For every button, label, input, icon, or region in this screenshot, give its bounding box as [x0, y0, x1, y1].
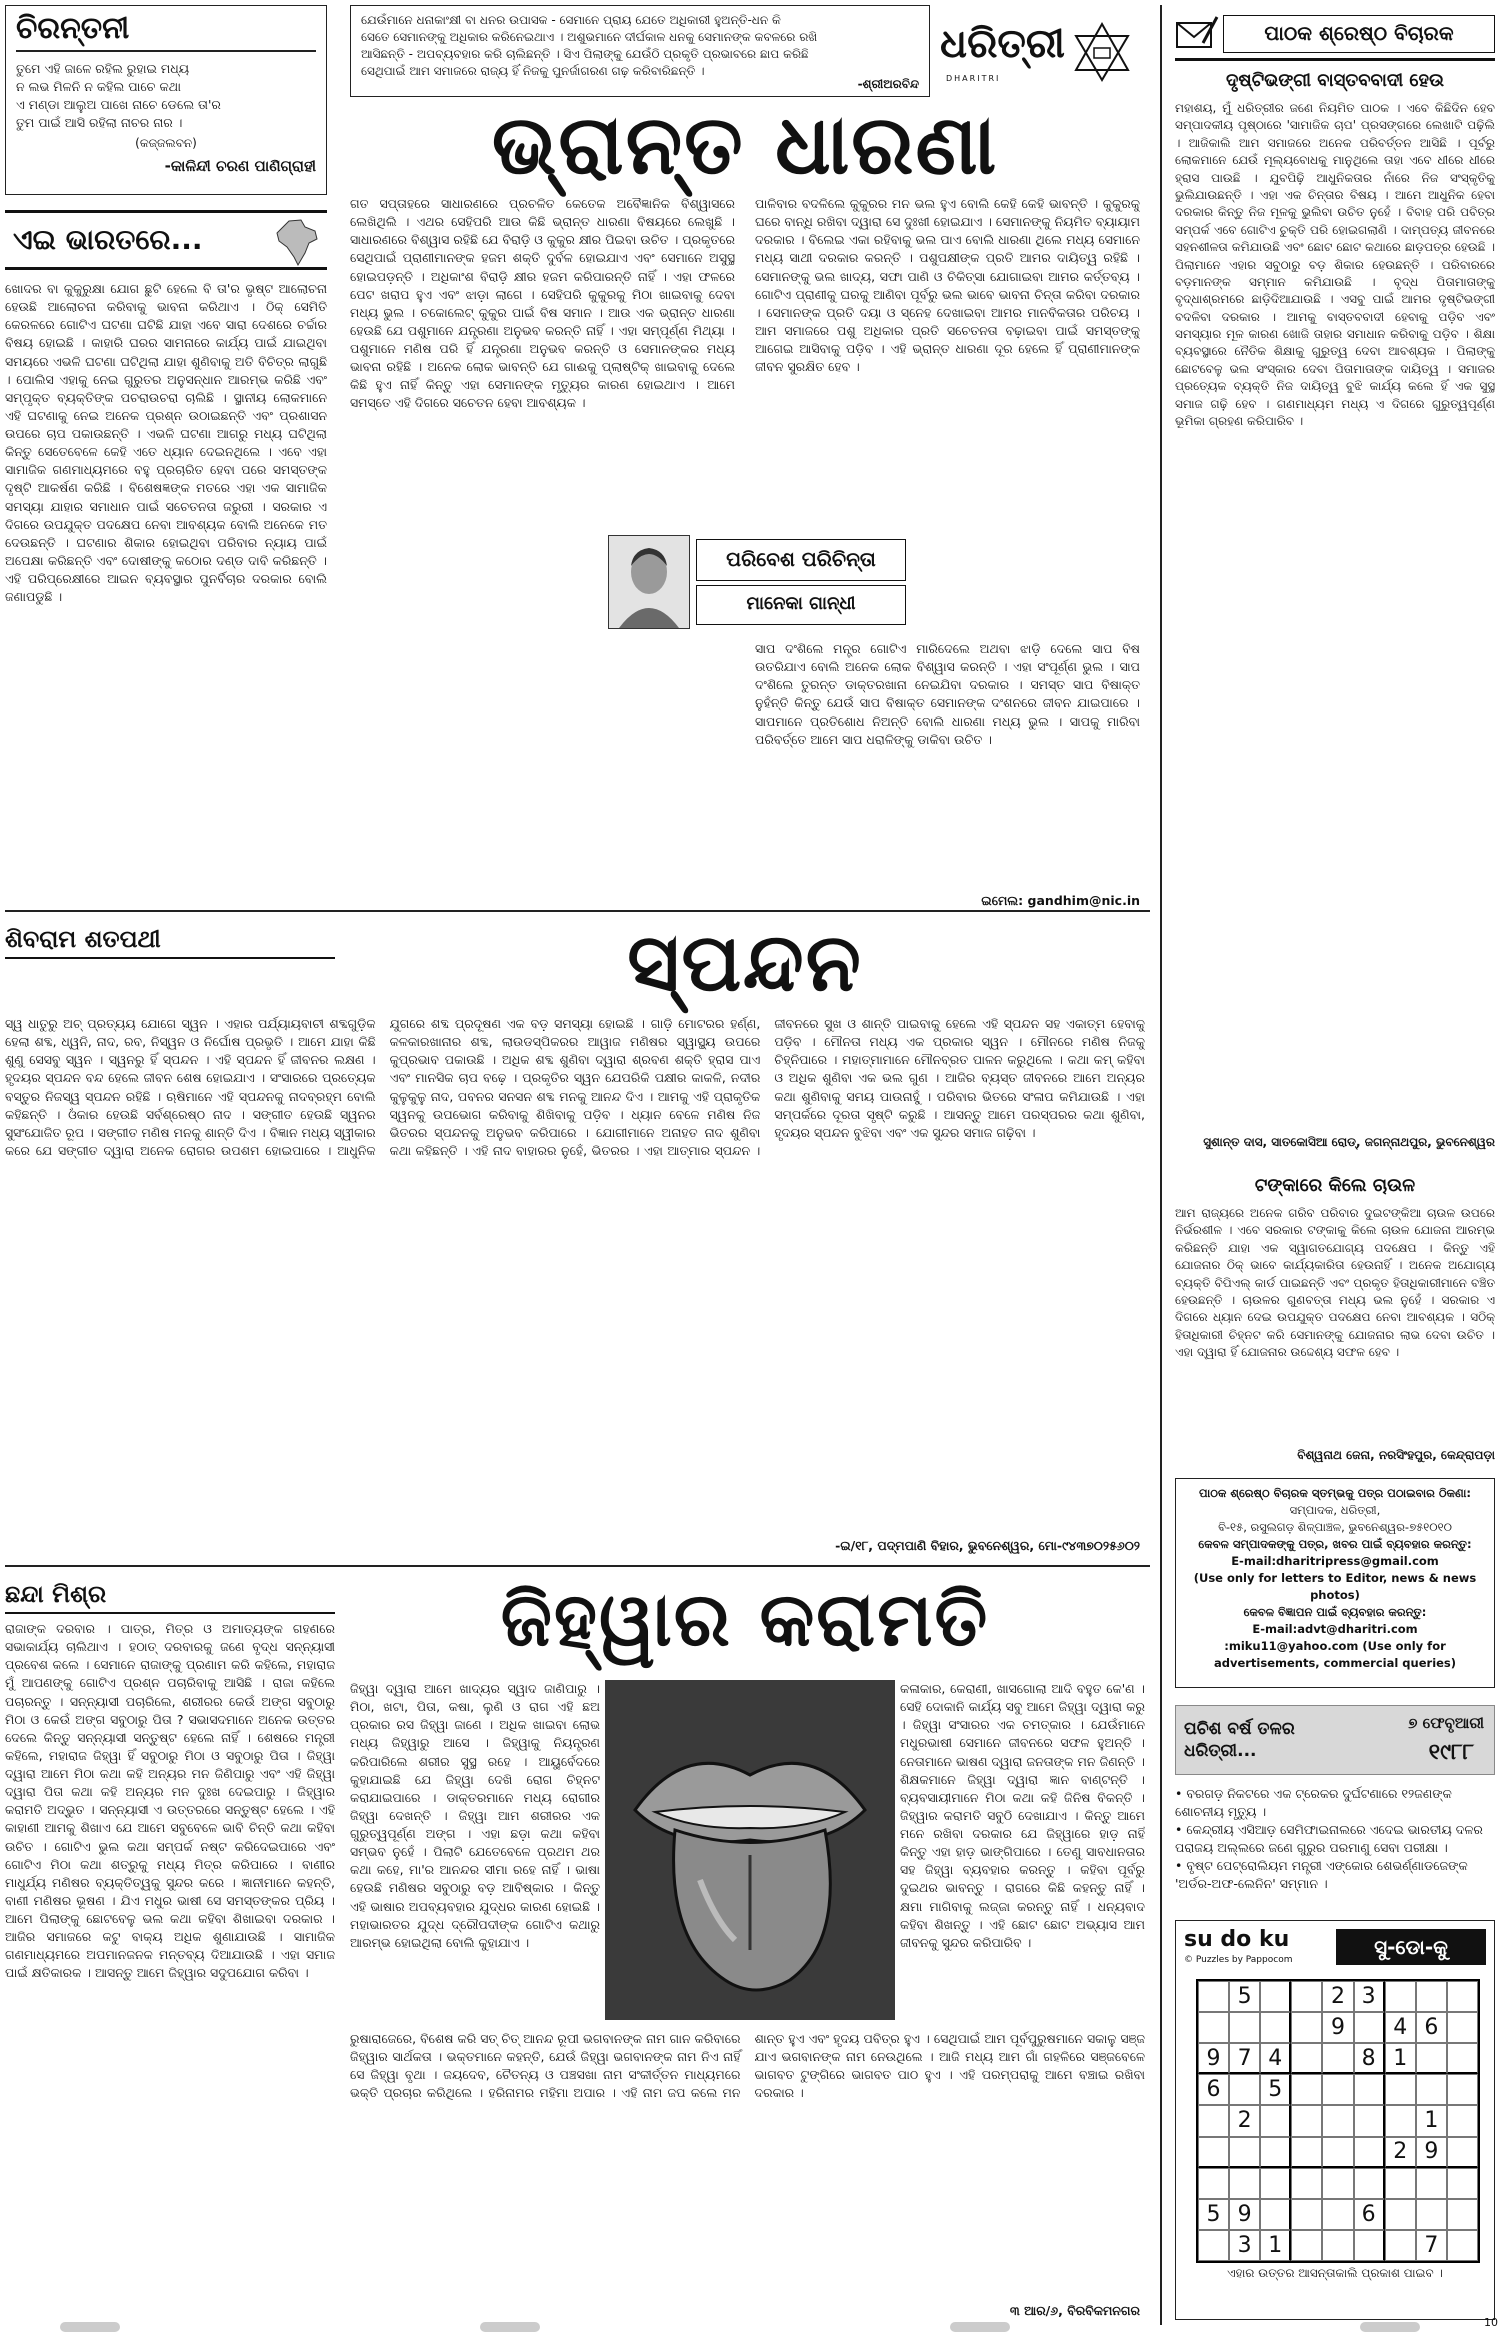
- sudoku-cell[interactable]: [1322, 2230, 1353, 2261]
- sudoku-cell[interactable]: [1354, 2074, 1385, 2105]
- letter1-signature: ସୁଶାନ୍ତ ଦାସ, ସାତକୋସିଆ ରୋଡ୍, ଜଗନ୍ନାଥପୁର, ଭୁବନେଶ୍ୱର: [1203, 1135, 1495, 1149]
- sudoku-brand: su do ku: [1184, 1927, 1290, 1952]
- sudoku-cell[interactable]: [1322, 2137, 1353, 2168]
- sudoku-cell[interactable]: [1322, 2043, 1353, 2074]
- sudoku-cell[interactable]: [1291, 2168, 1322, 2199]
- contact-line-4: କେବଳ ସମ୍ପାଦକଙ୍କୁ ପତ୍ର, ଖବର ପାଇଁ ବ୍ୟବହାର କରନ୍ତୁ:: [1198, 1537, 1472, 1551]
- sudoku-cell[interactable]: [1260, 2199, 1291, 2230]
- bhranta-col-bottom: ସାପ ଦଂଶିଲେ ମନ୍ତ୍ର ଗୋଟିଏ ମାରିଦେଲେ ଅଥବା ଝାଡ଼ି ଦେଲେ ସାପ ବିଷ ଉତରିଯାଏ ବୋଲି ଅନେକ ଲୋକ ବିଶ୍ୱାସ କରନ୍ତି । ଏହା ସଂପୂର୍ଣ୍ଣ ଭୁଲ । ସାପ ଦଂଶିଲେ ତୁରନ୍ତ ଡାକ୍ତରଖାନା ନେଇଯିବା ଦରକାର । ସମସ୍ତ ସାପ ବିଷାକ୍ତ ନୁହଁନ୍ତି କିନ୍ତୁ ଯେଉଁ ସାପ ବିଷାକ୍ତ ସେମାନଙ୍କ ଦଂଶନରେ ଜୀବନ ଯାଇପାରେ । ସାପମାନେ ପ୍ରତିଶୋଧ ନିଅନ୍ତି ବୋଲି ଧାରଣା ମଧ୍ୟ ଭୁଲ । ସାପକୁ ମାରିବା ପରିବର୍ତ୍ତେ ଆମେ ସାପ ଧରାଳିଙ୍କୁ ଡାକିବା ଉଚିତ ।: [755, 641, 1140, 747]
- sudoku-grid[interactable]: [1196, 1979, 1480, 2263]
- sudoku-cell[interactable]: [1260, 2137, 1291, 2168]
- sudoku-cell[interactable]: [1447, 2074, 1478, 2105]
- ei-bharatare-title: ଏଇ ଭାରତରେ...: [13, 223, 203, 256]
- sudoku-brand-odia: ସୁ-ଡୋ-କୁ: [1336, 1929, 1486, 1965]
- sudoku-cell[interactable]: [1229, 2012, 1260, 2043]
- sudoku-cell[interactable]: [1291, 2199, 1322, 2230]
- sudoku-cell[interactable]: [1198, 2012, 1229, 2043]
- chirantani-box: [5, 5, 327, 195]
- sudoku-cell[interactable]: 6: [1416, 2012, 1447, 2043]
- sudoku-cell[interactable]: 1: [1416, 2105, 1447, 2136]
- column-name: ପରିବେଶ ପରିଚିନ୍ତା: [696, 539, 906, 581]
- sudoku-cell[interactable]: 9: [1198, 2043, 1229, 2074]
- sudoku-cell[interactable]: [1385, 2168, 1416, 2199]
- logo-sub: DHARITRI: [946, 74, 1001, 83]
- sudoku-cell[interactable]: 9: [1416, 2137, 1447, 2168]
- bhranta-col-left: ଗତ ସପ୍ତାହରେ ସାଧାରଣରେ ପ୍ରଚଳିତ କେତେକ ଅବୈଜ୍ଞାନିକ ବିଶ୍ୱାସରେ ଲେଖିଥିଲି । ଏଥର ସେହିପରି ଆଉ କିଛି ଭ୍ରାନ୍ତ ଧାରଣା ବିଷୟରେ ଲେଖୁଛି । ସାଧାରଣରେ ବିଶ୍ୱାସ ରହିଛି ଯେ ବିରାଡ଼ି ଓ କୁକୁର କ୍ଷୀର ପିଇବା ଉଚିତ । ପ୍ରକୃତରେ ସେଥିପାଇଁ ପ୍ରାଣୀମାନଙ୍କ ହଜମ ଶକ୍ତି ଦୁର୍ବଳ ହୋଇଯାଏ ଏବଂ ସେମାନେ ଅସୁସ୍ଥ ହୋଇପଡ଼ନ୍ତି । ଅଧିକାଂଶ ବିରାଡ଼ି କ୍ଷୀର ହଜମ କରିପାରନ୍ତି ନାହିଁ । ଏହା ଫଳରେ ପେଟ ଖରାପ ହୁଏ ଏବଂ ଝାଡ଼ା ଲାଗେ । ସେହିପରି କୁକୁରକୁ ମିଠା ଖାଇବାକୁ ଦେବା ମଧ୍ୟ ଭୁଲ । ଚକୋଲେଟ୍ କୁକୁର ପାଇଁ ବିଷ ସମାନ । ଆଉ ଏକ ଭ୍ରାନ୍ତ ଧାରଣା ହେଉଛି ଯେ ପଶୁମାନେ ଯନ୍ତ୍ରଣା ଅନୁଭବ କରନ୍ତି ନାହିଁ । ଏହା ସମ୍ପୂର୍ଣ୍ଣ ମିଥ୍ୟା । ପଶୁମାନେ ମଣିଷ ପରି ହିଁ ଯନ୍ତ୍ରଣା ଅନୁଭବ କରନ୍ତି ଓ ସେମାନଙ୍କର ମଧ୍ୟ ଭାବନା ରହିଛି । ଅନେକ ଲୋକ ଭାବନ୍ତି ଯେ ଗାଈକୁ ପ୍ଲାଷ୍ଟିକ୍ ଖାଇବାକୁ ଦେଲେ କିଛି ହୁଏ ନାହିଁ କିନ୍ତୁ ଏହା ସେମାନଙ୍କ ମୃତ୍ୟୁର କାରଣ ହୋଇଥାଏ । ଆମେ ସମସ୍ତେ ଏହି ଦିଗରେ ସଚେତନ ହେବା ଆବଶ୍ୟକ ।: [350, 196, 735, 411]
- sudoku-cell[interactable]: [1385, 2105, 1416, 2136]
- pachisha-item-2: • କେନ୍ଦ୍ରୀୟ ଏସିଆଡ଼ ସେମିଫାଇନାଲରେ ଏଦେଇ ଭାରତୀୟ ଦଳର ପରାଜୟ ଅଲ୍ଲରେ ଜଣେ ଗୁରୁର ପରମାଣୁ ସେବା ପରୀକ୍ଷା ।: [1175, 1822, 1483, 1855]
- letter1-title: ଦୃଷ୍ଟିଭଙ୍ଗୀ ବାସ୍ତବବାଦୀ ହେଉ: [1226, 70, 1444, 91]
- columnist-box: [608, 535, 908, 630]
- quote-box: [350, 5, 930, 97]
- sudoku-cell[interactable]: [1385, 1981, 1416, 2012]
- sudoku-cell[interactable]: 8: [1354, 2043, 1385, 2074]
- sudoku-cell[interactable]: [1447, 2168, 1478, 2199]
- sudoku-cell[interactable]: [1447, 2137, 1478, 2168]
- chirantani-poem-1: ତୁମେ ଏହି ଜାଳେ ରହିଲ ରୁହାଇ ମଧ୍ୟ: [16, 61, 190, 76]
- sudoku-cell[interactable]: [1291, 2105, 1322, 2136]
- sudoku-cell[interactable]: 7: [1416, 2230, 1447, 2261]
- sudoku-cell[interactable]: [1354, 2230, 1385, 2261]
- india-map-icon: [271, 217, 321, 269]
- sudoku-cell[interactable]: [1198, 2168, 1229, 2199]
- pachisha-year: ୧୯୮୮: [1428, 1740, 1474, 1765]
- sudoku-cell[interactable]: [1354, 2168, 1385, 2199]
- sudoku-cell[interactable]: [1260, 2105, 1291, 2136]
- sudoku-cell[interactable]: [1291, 2043, 1322, 2074]
- sudoku-cell[interactable]: [1291, 2074, 1322, 2105]
- sudoku-cell[interactable]: 1: [1385, 2043, 1416, 2074]
- sudoku-cell[interactable]: 2: [1229, 2105, 1260, 2136]
- letter2-signature: ବିଶ୍ୱନାଥ ଜେନା, ନରସିଂହପୁର, କେନ୍ଦ୍ରାପଡ଼ା: [1297, 1448, 1495, 1462]
- sudoku-cell[interactable]: 4: [1385, 2012, 1416, 2043]
- jihwa-author: ଛନ୍ଦା ମିଶ୍ର: [5, 1580, 335, 1614]
- jihwa-body-mid: ଜିହ୍ୱା ଦ୍ୱାରା ଆମେ ଖାଦ୍ୟର ସ୍ୱାଦ ଜାଣିପାରୁ । ମିଠା, ଖଟା, ପିତା, କଷା, ଲୁଣି ଓ ରାଗ ଏହି ଛଅ ପ୍ରକାର ରସ ଜିହ୍ୱା ଜାଣେ । ଅଧିକ ଖାଇବା ଲୋଭ ମଧ୍ୟ ଜିହ୍ୱାରୁ ଆସେ । ଜିହ୍ୱାକୁ ନିୟନ୍ତ୍ରଣ କରିପାରିଲେ ଶରୀର ସୁସ୍ଥ ରହେ । ଆୟୁର୍ବେଦରେ କୁହାଯାଇଛି ଯେ ଜିହ୍ୱା ଦେଖି ରୋଗ ଚିହ୍ନଟ କରାଯାଇପାରେ । ଡାକ୍ତରମାନେ ମଧ୍ୟ ରୋଗୀର ଜିହ୍ୱା ଦେଖନ୍ତି । ଜିହ୍ୱା ଆମ ଶରୀରର ଏକ ଗୁରୁତ୍ୱପୂର୍ଣ୍ଣ ଅଙ୍ଗ । ଏହା ଛଡ଼ା କଥା କହିବା ସମ୍ଭବ ନୁହେଁ । ପିଲାଟି ଯେତେବେଳେ ପ୍ରଥମ ଥର କଥା କହେ, ମା'ର ଆନନ୍ଦର ସୀମା ରହେ ନାହିଁ । ଭାଷା ହେଉଛି ମଣିଷର ସବୁଠାରୁ ବଡ଼ ଆବିଷ୍କାର । କିନ୍ତୁ ଏହି ଭାଷାର ଅପବ୍ୟବହାର ଯୁଦ୍ଧର କାରଣ ହୋଇଛି । ମହାଭାରତର ଯୁଦ୍ଧ ଦ୍ରୌପଦୀଙ୍କ ଗୋଟିଏ କଥାରୁ ଆରମ୍ଭ ହୋଇଥିଲା ବୋଲି କୁହାଯାଏ ।: [350, 1681, 600, 1950]
- page-number: 10: [1484, 2316, 1498, 2329]
- sudoku-cell[interactable]: [1416, 1981, 1447, 2012]
- chirantani-poem-3: ଏ ମଣ୍ଡା ଆଲୁଅ ପାଖେ ନାଚେ ଡେଲେ ତା'ର: [16, 97, 221, 112]
- ei-bharatare-body: ଖୋଦର ବା କୁକୁରୁକ୍ଷା ଯୋଗ ଛୁଟି ହେଲେ ବି ତା'ର ଭୃଷ୍ଟ ଆଲୋଚନା ହେଉଛି ଆଲୋଚନା କରିବାକୁ ଭାବନା କରିଥାଏ । ଠିକ୍ ସେମିତି କେରଳରେ ଗୋଟିଏ ଘଟଣା ଘଟିଛି ଯାହା ଏବେ ସାରା ଦେଶରେ ଚର୍ଚ୍ଚାର ବିଷୟ ହୋଇଛି । କାହାରି ଘରର ସାମନାରେ କାର୍ଯ୍ୟ ପାଇଁ ଯାଇଥିବା ସମୟରେ ଏଭଳି ଘଟଣା ଘଟିଥିଲା ଯାହା ଶୁଣିବାକୁ ଅତି ବିଚିତ୍ର ଲାଗୁଛି । ପୋଲିସ ଏହାକୁ ନେଇ ଗୁରୁତର ଅନୁସନ୍ଧାନ ଆରମ୍ଭ କରିଛି ଏବଂ ସମ୍ପୃକ୍ତ ବ୍ୟକ୍ତିଙ୍କ ପଚରାଉଚରା ଚାଲିଛି । ସ୍ଥାନୀୟ ଲୋକମାନେ ଏହି ଘଟଣାକୁ ନେଇ ଅନେକ ପ୍ରଶ୍ନ ଉଠାଇଛନ୍ତି ଏବଂ ପ୍ରଶାସନ ଉପରେ ଚାପ ପକାଉଛନ୍ତି । ଏଭଳି ଘଟଣା ଆଗରୁ ମଧ୍ୟ ଘଟିଥିଲା କିନ୍ତୁ ସେତେବେଳେ କେହି ଏତେ ଧ୍ୟାନ ଦେଇନଥିଲେ । ଏବେ ଏହା ସାମାଜିକ ଗଣମାଧ୍ୟମରେ ବହୁ ପ୍ରଚାରିତ ହେବା ପରେ ସମସ୍ତଙ୍କ ଦୃଷ୍ଟି ଆକର୍ଷଣ କରିଛି । ବିଶେଷଜ୍ଞଙ୍କ ମତରେ ଏହା ଏକ ସାମାଜିକ ସମସ୍ୟା ଯାହାର ସମାଧାନ ପାଇଁ ସଚେତନତା ଜରୁରୀ । ସରକାର ଏ ଦିଗରେ ଉପଯୁକ୍ତ ପଦକ୍ଷେପ ନେବା ଆବଶ୍ୟକ ବୋଲି ଅନେକେ ମତ ଦେଉଛନ୍ତି । ଘଟଣାର ଶିକାର ହୋଇଥିବା ପରିବାର ନ୍ୟାୟ ପାଇଁ ଅପେକ୍ଷା କରିଛନ୍ତି ଏବଂ ଦୋଷୀଙ୍କୁ କଠୋର ଦଣ୍ଡ ଦାବି କରିଛନ୍ତି । ଏହି ପରିପ୍ରେକ୍ଷୀରେ ଆଇନ ବ୍ୟବସ୍ଥାର ପୁନର୍ବିଚାର ଦରକାର ବୋଲି ଜଣାପଡୁଛି ।: [5, 281, 327, 605]
- sudoku-cell[interactable]: 3: [1354, 1981, 1385, 2012]
- spandana-author: ଶିବରାମ ଶତପଥୀ: [5, 925, 335, 959]
- sudoku-cell[interactable]: [1447, 2199, 1478, 2230]
- sudoku-cell[interactable]: [1416, 2043, 1447, 2074]
- pachisha-item-1: • ବରଗଡ଼ ନିକଟରେ ଏକ ଟ୍ରେକର ଦୁର୍ଘଟଣାରେ ୧୨ଜଣଙ୍କ ଶୋଚନୀୟ ମୃତ୍ୟୁ ।: [1175, 1786, 1452, 1819]
- pachisha-title: ପଚିଶ ବର୍ଷ ତଳର ଧରିତ୍ରୀ...: [1184, 1719, 1295, 1761]
- sudoku-cell[interactable]: [1354, 2137, 1385, 2168]
- sudoku-cell[interactable]: [1229, 2137, 1260, 2168]
- chirantani-author: -କାଳିନ୍ଦୀ ଚରଣ ପାଣିଗ୍ରାହୀ: [164, 157, 316, 175]
- jihwa-body-left: ରାଜାଙ୍କ ଦରବାର । ପାତ୍ର, ମିତ୍ର ଓ ଅମାତ୍ୟଙ୍କ ଗହଣରେ ସଭାକାର୍ଯ୍ୟ ଚାଲିଥାଏ । ହଠାତ୍ ଦରବାରକୁ ଜଣେ ବୃଦ୍ଧ ସନ୍ନ୍ୟାସୀ ପ୍ରବେଶ କଲେ । ସେମାନେ ରାଜାଙ୍କୁ ପ୍ରଣାମ କରି କହିଲେ, ମହାରାଜ ମୁଁ ଆପଣଙ୍କୁ ଗୋଟିଏ ପ୍ରଶ୍ନ ପଚାରିବାକୁ ଆସିଛି । ରାଜା କହିଲେ ପଚାରନ୍ତୁ । ସନ୍ନ୍ୟାସୀ ପଚାରିଲେ, ଶରୀରର କେଉଁ ଅଙ୍ଗ ସବୁଠାରୁ ମିଠା ଓ କେଉଁ ଅଙ୍ଗ ସବୁଠାରୁ ପିତା ? ସଭାସଦମାନେ ଅନେକ ଉତ୍ତର ଦେଲେ କିନ୍ତୁ ସନ୍ନ୍ୟାସୀ ସନ୍ତୁଷ୍ଟ ହେଲେ ନାହିଁ । ଶେଷରେ ମନ୍ତ୍ରୀ କହିଲେ, ମହାରାଜ ଜିହ୍ୱା ହିଁ ସବୁଠାରୁ ମିଠା ଓ ସବୁଠାରୁ ପିତା । ଜିହ୍ୱା ଦ୍ୱାରା ଆମେ ମିଠା କଥା କହି ଅନ୍ୟର ମନ ଜିଣିପାରୁ ଏବଂ ଏହି ଜିହ୍ୱା ଦ୍ୱାରା ପିତା କଥା କହି ଅନ୍ୟର ମନ ଦୁଃଖ ଦେଇପାରୁ । ଜିହ୍ୱାର କରାମତି ଅଦ୍ଭୁତ । ସନ୍ନ୍ୟାସୀ ଏ ଉତ୍ତରରେ ସନ୍ତୁଷ୍ଟ ହେଲେ । ଏହି କାହାଣୀ ଆମକୁ ଶିଖାଏ ଯେ ଆମେ ସବୁବେଳେ ଭାବି ଚିନ୍ତି କଥା କହିବା ଉଚିତ । ଗୋଟିଏ ଭୁଲ କଥା ସମ୍ପର୍କ ନଷ୍ଟ କରିଦେଇପାରେ ଏବଂ ଗୋଟିଏ ମିଠା କଥା ଶତ୍ରୁକୁ ମଧ୍ୟ ମିତ୍ର କରିପାରେ । ବାଣୀର ମାଧୁର୍ଯ୍ୟ ମଣିଷର ବ୍ୟକ୍ତିତ୍ୱକୁ ସୁନ୍ଦର କରେ । ଜ୍ଞାନୀମାନେ କହନ୍ତି, ବାଣୀ ମଣିଷର ଭୂଷଣ । ଯିଏ ମଧୁର ଭାଷୀ ସେ ସମସ୍ତଙ୍କର ପ୍ରିୟ । ଆମେ ପିଲାଙ୍କୁ ଛୋଟବେଳୁ ଭଲ କଥା କହିବା ଶିଖାଇବା ଦରକାର । ଆଜିର ସମାଜରେ କଟୁ ବାକ୍ୟ ଅଧିକ ଶୁଣାଯାଉଛି । ସାମାଜିକ ଗଣମାଧ୍ୟମରେ ଅପମାନଜନକ ମନ୍ତବ୍ୟ ଦିଆଯାଉଛି । ଏହା ସମାଜ ପାଇଁ କ୍ଷତିକାରକ । ଆସନ୍ତୁ ଆମେ ଜିହ୍ୱାର ସଦୁପଯୋଗ କରିବା ।: [5, 1621, 335, 1981]
- sudoku-cell[interactable]: [1447, 2105, 1478, 2136]
- contact-line-10: advertisements, commercial queries): [1213, 1656, 1457, 1670]
- sudoku-cell[interactable]: 3: [1229, 2230, 1260, 2261]
- chirantani-source: (କଜ୍ଜଲବନ): [135, 136, 197, 150]
- pachisha-item-3: • ବୃଷ୍ଟ ପେଟ୍ରୋଲିୟମ ମନ୍ତ୍ରୀ ଏଙ୍କୋର ଶେଭର୍ଣ୍ଣାଡଜେଙ୍କ 'ଅର୍ଡର-ଅଫ-ଲେନିନ' ସମ୍ମାନ ।: [1175, 1858, 1468, 1891]
- sudoku-cell[interactable]: [1322, 2074, 1353, 2105]
- jihwa-title: ଜିହ୍ୱାର କରାମତି: [500, 1577, 990, 1663]
- letter1-body: ମହାଶୟ, ମୁଁ ଧରିତ୍ରୀର ଜଣେ ନିୟମିତ ପାଠକ । ଏବେ କିଛିଦିନ ହେବ ସମ୍ପାଦକୀୟ ପୃଷ୍ଠାରେ 'ସାମାଜିକ ଚାପ' ପ୍ରସଙ୍ଗରେ ଲେଖାଟି ପଢ଼ିଲି । ଆଜିକାଲି ଆମ ସମାଜରେ ଅନେକ ପରିବର୍ତ୍ତନ ଆସିଛି । ପୂର୍ବରୁ ଲୋକମାନେ ଯେଉଁ ମୂଲ୍ୟବୋଧକୁ ମାନୁଥିଲେ ତାହା ଏବେ ଧୀରେ ଧୀରେ ହ୍ରାସ ପାଉଛି । ଯୁବପିଢ଼ି ଆଧୁନିକତାର ନାଁରେ ନିଜ ସଂସ୍କୃତିକୁ ଭୁଲିଯାଉଛନ୍ତି । ଏହା ଏକ ଚିନ୍ତାର ବିଷୟ । ଆମେ ଆଧୁନିକ ହେବା ଦରକାର କିନ୍ତୁ ନିଜ ମୂଳକୁ ଭୁଲିବା ଉଚିତ ନୁହେଁ । ବିବାହ ପରି ପବିତ୍ର ସମ୍ପର୍କ ଏବେ ଗୋଟିଏ ଚୁକ୍ତି ପରି ହୋଇଗଲାଣି । ଦାମ୍ପତ୍ୟ ଜୀବନରେ ସହନଶୀଳତା କମିଯାଉଛି ଏବଂ ଛୋଟ ଛୋଟ କଥାରେ ଛାଡ଼ପତ୍ର ହେଉଛି । ପିଲାମାନେ ଏହାର ସବୁଠାରୁ ବଡ଼ ଶିକାର ହେଉଛନ୍ତି । ପରିବାରରେ ବଡ଼ମାନଙ୍କ ସମ୍ମାନ କମିଯାଉଛି । ବୃଦ୍ଧ ପିତାମାତାଙ୍କୁ ବୃଦ୍ଧାଶ୍ରମରେ ଛାଡ଼ିଦିଆଯାଉଛି । ଏସବୁ ପାଇଁ ଆମର ଦୃଷ୍ଟିଭଙ୍ଗୀ ବଦଳିବା ଦରକାର । ଆମକୁ ବାସ୍ତବବାଦୀ ହେବାକୁ ପଡ଼ିବ ଏବଂ ସମସ୍ୟାର ମୂଳ କାରଣ ଖୋଜି ତାହାର ସମାଧାନ କରିବାକୁ ପଡ଼ିବ । ଶିକ୍ଷା ବ୍ୟବସ୍ଥାରେ ନୈତିକ ଶିକ୍ଷାକୁ ଗୁରୁତ୍ୱ ଦେବା ଆବଶ୍ୟକ । ପିଲାଙ୍କୁ ଛୋଟବେଳୁ ଭଲ ସଂସ୍କାର ଦେବା ପିତାମାତାଙ୍କ ଦାୟିତ୍ୱ । ସମାଜର ପ୍ରତ୍ୟେକ ବ୍ୟକ୍ତି ନିଜ ଦାୟିତ୍ୱ ବୁଝି କାର୍ଯ୍ୟ କଲେ ହିଁ ଏକ ସୁସ୍ଥ ସମାଜ ଗଢ଼ି ହେବ । ଗଣମାଧ୍ୟମ ମଧ୍ୟ ଏ ଦିଗରେ ଗୁରୁତ୍ୱପୂର୍ଣ୍ଣ ଭୂମିକା ଗ୍ରହଣ କରିପାରିବ ।: [1175, 101, 1495, 429]
- sudoku-cell[interactable]: 6: [1198, 2074, 1229, 2105]
- sudoku-cell[interactable]: [1229, 2168, 1260, 2199]
- jihwa-signature: ୩ ଆର/୬, ବିରବିକମନଗର: [1009, 2303, 1140, 2318]
- chirantani-poem-2: ନ ଲଭ ମିଳନି ନ କହିଲ ପାଚେ କଥା: [16, 79, 181, 94]
- sudoku-cell[interactable]: [1447, 2043, 1478, 2074]
- sudoku-cell[interactable]: [1385, 2230, 1416, 2261]
- quote-line-1: ଯେଉଁମାନେ ଧନାକାଂକ୍ଷୀ ବା ଧନର ଉପାସକ - ସେମାନେ ପ୍ରାୟ ଯେତେ ଅଧିକାରୀ ହୁଅନ୍ତି-ଧନ କି: [361, 13, 781, 27]
- sudoku-cell[interactable]: [1322, 2199, 1353, 2230]
- contact-box: [1175, 1478, 1495, 1688]
- sudoku-cell[interactable]: 6: [1354, 2199, 1385, 2230]
- sudoku-cell[interactable]: [1291, 2012, 1322, 2043]
- sudoku-box: [1175, 1920, 1495, 2320]
- pachisha-header: [1175, 1705, 1495, 1775]
- sudoku-cell[interactable]: [1447, 1981, 1478, 2012]
- pathaka-title: ପାଠକ ଶ୍ରେଷ୍ଠ ବିଚାରକ: [1223, 15, 1495, 53]
- author-photo: [608, 535, 690, 629]
- sudoku-cell[interactable]: [1447, 2012, 1478, 2043]
- sudoku-cell[interactable]: 4: [1260, 2043, 1291, 2074]
- contact-line-3: ବି-୧୫, ରସୁଲଗଡ଼ ଶିଳ୍ପାଞ୍ଚଳ, ଭୁବନେଶ୍ୱର-୭୫୧୦୧୦: [1218, 1520, 1452, 1534]
- sudoku-cell[interactable]: [1198, 1981, 1229, 2012]
- sudoku-cell[interactable]: [1198, 2230, 1229, 2261]
- contact-line-6: (Use only for letters to Editor, news & news photos): [1193, 1571, 1477, 1602]
- star-emblem-icon: [1070, 20, 1134, 84]
- sudoku-cell[interactable]: [1198, 2105, 1229, 2136]
- bhranta-email: ଇମେଲ: gandhim@nic.in: [981, 893, 1140, 908]
- sudoku-cell[interactable]: [1322, 2105, 1353, 2136]
- sudoku-cell[interactable]: 2: [1322, 1981, 1353, 2012]
- bhranta-col-right: ପାଳିବାର ବଦଳିଲେ କୁକୁରର ମନ ଭଲ ହୁଏ ବୋଲି କେହି କେହି ଭାବନ୍ତି । କୁକୁରକୁ ଘରେ ବାନ୍ଧି ରଖିବା ଦ୍ୱାରା ସେ ଦୁଃଖୀ ହୋଇଯାଏ । ସେମାନଙ୍କୁ ନିୟମିତ ବ୍ୟାୟାମ ଦରକାର । ବିଲେଇ ଏକା ରହିବାକୁ ଭଲ ପାଏ ବୋଲି ଧାରଣା ଥିଲେ ମଧ୍ୟ ସେମାନେ ମଧ୍ୟ ସାଥୀ ଦରକାର କରନ୍ତି । ପଶୁପକ୍ଷୀଙ୍କ ପ୍ରତି ଆମର ଦାୟିତ୍ୱ ରହିଛି । ସେମାନଙ୍କୁ ଭଲ ଖାଦ୍ୟ, ସଫା ପାଣି ଓ ଚିକିତ୍ସା ଯୋଗାଇବା ଆମର କର୍ତ୍ତବ୍ୟ । ଗୋଟିଏ ପ୍ରାଣୀକୁ ଘରକୁ ଆଣିବା ପୂର୍ବରୁ ଭଲ ଭାବେ ଭାବନା ଚିନ୍ତା କରିବା ଦରକାର । ସେମାନଙ୍କ ପ୍ରତି ଦୟା ଓ ସ୍ନେହ ଦେଖାଇବା ଆମର ମାନବିକତାର ପରିଚୟ । ଆମ ସମାଜରେ ପଶୁ ଅଧିକାର ପ୍ରତି ସଚେତନତା ବଢ଼ାଇବା ପାଇଁ ସମସ୍ତଙ୍କୁ ଆଗେଇ ଆସିବାକୁ ପଡ଼ିବ । ଏହି ଭ୍ରାନ୍ତ ଧାରଣା ଦୂର ହେଲେ ହିଁ ପ୍ରାଣୀମାନଙ୍କ ଜୀବନ ସୁରକ୍ଷିତ ହେବ ।: [755, 196, 1140, 375]
- letter2-title: ଟଙ୍କାରେ କିଲେ ଚାଉଳ: [1254, 1175, 1416, 1196]
- quote-line-4: ସେଥିପାଇଁ ଆମ ସମାଜରେ ରାଜ୍ୟ ହିଁ ନିଜକୁ ପୁନର୍ଜାଗରଣ ଗଢ଼ କରିବାରିଛନ୍ତି ।: [361, 64, 705, 78]
- sudoku-cell[interactable]: [1291, 2230, 1322, 2261]
- sudoku-cell[interactable]: 5: [1229, 1981, 1260, 2012]
- quote-line-3: ଆସିଛନ୍ତି - ଅପବ୍ୟବହାର କରି ଚାଲିଛନ୍ତି । ସିଏ ପିଲାଙ୍କୁ ଯେଉଁଠି ପ୍ରକୃତି ପ୍ରଭାବରେ ଛାପ କରିଛି: [361, 47, 809, 61]
- spandana-title: ସ୍ପନ୍ଦନ: [627, 915, 863, 1009]
- sudoku-cell[interactable]: 9: [1229, 2199, 1260, 2230]
- sudoku-cell[interactable]: [1385, 2199, 1416, 2230]
- sudoku-cell[interactable]: [1260, 1981, 1291, 2012]
- sudoku-cell[interactable]: 1: [1260, 2230, 1291, 2261]
- sudoku-cell[interactable]: [1291, 2137, 1322, 2168]
- sudoku-cell[interactable]: 7: [1229, 2043, 1260, 2074]
- quote-signature: -ଶ୍ରୀଅରବିନ୍ଦ: [857, 77, 919, 91]
- sudoku-cell[interactable]: [1260, 2012, 1291, 2043]
- spandana-signature: -ଇ/୧୮, ପଦ୍ମପାଣି ବିହାର, ଭୁବନେଶ୍ୱର, ମୋ-୯୪୩୭୦୨୫୬୦୨: [835, 1538, 1140, 1553]
- contact-line-2: ସମ୍ପାଦକ, ଧରିତ୍ରୀ,: [1289, 1503, 1381, 1517]
- sudoku-cell[interactable]: 2: [1385, 2137, 1416, 2168]
- chirantani-title: ଚିରନ୍ତନୀ: [16, 11, 130, 46]
- contact-line-7: କେବଳ ବିଜ୍ଞାପନ ପାଇଁ ବ୍ୟବହାର କରନ୍ତୁ:: [1243, 1605, 1427, 1619]
- letter-pen-icon: [1175, 13, 1219, 53]
- sudoku-cell[interactable]: 5: [1260, 2074, 1291, 2105]
- jihwa-body-right: କଳାକାର, କେରାଣୀ, ଖାସଗୋଲା ଆଦି ବହୁତ କେ'ଣ । ସେହି ଦୋକାନି କାର୍ଯ୍ୟ ସବୁ ଆମେ ଜିହ୍ୱା ଦ୍ୱାରା କରୁ । ଜିହ୍ୱା ସଂସାରର ଏକ ଚମତ୍କାର । ଯେଉଁମାନେ ମଧୁରଭାଷୀ ସେମାନେ ଜୀବନରେ ସଫଳ ହୁଅନ୍ତି । ନେତାମାନେ ଭାଷଣ ଦ୍ୱାରା ଜନତାଙ୍କ ମନ ଜିଣନ୍ତି । ଶିକ୍ଷକମାନେ ଜିହ୍ୱା ଦ୍ୱାରା ଜ୍ଞାନ ବାଣ୍ଟନ୍ତି । ବ୍ୟବସାୟୀମାନେ ମିଠା କଥା କହି ଜିନିଷ ବିକନ୍ତି । ଜିହ୍ୱାର କରାମତି ସବୁଠି ଦେଖାଯାଏ । କିନ୍ତୁ ଆମେ ମନେ ରଖିବା ଦରକାର ଯେ ଜିହ୍ୱାରେ ହାଡ଼ ନାହିଁ କିନ୍ତୁ ଏହା ହାଡ଼ ଭାଙ୍ଗିପାରେ । ତେଣୁ ସାବଧାନତାର ସହ ଜିହ୍ୱା ବ୍ୟବହାର କରନ୍ତୁ । କହିବା ପୂର୍ବରୁ ଦୁଇଥର ଭାବନ୍ତୁ । ରାଗରେ କିଛି କହନ୍ତୁ ନାହିଁ । କ୍ଷମା ମାଗିବାକୁ ଲଜ୍ଜା କରନ୍ତୁ ନାହିଁ । ଧନ୍ୟବାଦ କହିବା ଶିଖନ୍ତୁ । ଏହି ଛୋଟ ଛୋଟ ଅଭ୍ୟାସ ଆମ ଜୀବନକୁ ସୁନ୍ଦର କରିପାରିବ ।: [900, 1681, 1145, 1950]
- bhranta-title: ଭ୍ରାନ୍ତ ଧାରଣା: [491, 97, 999, 193]
- sudoku-cell[interactable]: [1198, 2137, 1229, 2168]
- sudoku-cell[interactable]: [1416, 2074, 1447, 2105]
- ei-bharatare-header: [5, 210, 327, 270]
- sudoku-cell[interactable]: [1322, 2168, 1353, 2199]
- contact-email-editor[interactable]: E-mail:dharitripress@gmail.com: [1231, 1554, 1439, 1568]
- sudoku-cell[interactable]: [1416, 2168, 1447, 2199]
- chirantani-poem-4: ତୁମ ପାଇଁ ଆସି ରହିଲା ନାଚର ନାର ।: [16, 115, 183, 130]
- letter2-body: ଆମ ରାଜ୍ୟରେ ଅନେକ ଗରିବ ପରିବାର ଦୁଇଟଙ୍କିଆ ଚାଉଳ ଉପରେ ନିର୍ଭରଶୀଳ । ଏବେ ସରକାର ଟଙ୍କାକୁ କିଲେ ଚାଉଳ ଯୋଜନା ଆରମ୍ଭ କରିଛନ୍ତି ଯାହା ଏକ ସ୍ୱାଗତଯୋଗ୍ୟ ପଦକ୍ଷେପ । କିନ୍ତୁ ଏହି ଯୋଜନାର ଠିକ୍ ଭାବେ କାର୍ଯ୍ୟକାରିତା ହେଉନାହିଁ । ଅନେକ ଅଯୋଗ୍ୟ ବ୍ୟକ୍ତି ବିପିଏଲ୍ କାର୍ଡ ପାଇଛନ୍ତି ଏବଂ ପ୍ରକୃତ ହିତାଧିକାରୀମାନେ ବଞ୍ଚିତ ହେଉଛନ୍ତି । ଚାଉଳର ଗୁଣବତ୍ତା ମଧ୍ୟ ଭଲ ନୁହେଁ । ସରକାର ଏ ଦିଗରେ ଧ୍ୟାନ ଦେଇ ଉପଯୁକ୍ତ ପଦକ୍ଷେପ ନେବା ଆବଶ୍ୟକ । ସଠିକ୍ ହିତାଧିକାରୀ ଚିହ୍ନଟ କରି ସେମାନଙ୍କୁ ଯୋଜନାର ଲାଭ ଦେବା ଉଚିତ । ଏହା ଦ୍ୱାରା ହିଁ ଯୋଜନାର ଉଦ୍ଦେଶ୍ୟ ସଫଳ ହେବ ।: [1175, 1206, 1495, 1360]
- contact-line-1: ପାଠକ ଶ୍ରେଷ୍ଠ ବିଚାରକ ସ୍ତମ୍ଭକୁ ପତ୍ର ପଠାଇବାର ଠିକଣା:: [1199, 1486, 1471, 1500]
- logo-name: ଧରିତ୍ରୀ: [940, 20, 1065, 67]
- sudoku-caption: ଏହାର ଉତ୍ତର ଆସନ୍ତାକାଲି ପ୍ରକାଶ ପାଇବ ।: [1227, 2266, 1443, 2280]
- dharitri-logo: [940, 12, 1140, 92]
- sudoku-cell[interactable]: [1385, 2074, 1416, 2105]
- sudoku-cell[interactable]: [1229, 2074, 1260, 2105]
- pachisha-list: [1175, 1785, 1495, 1893]
- sudoku-cell[interactable]: [1354, 2105, 1385, 2136]
- sudoku-cell[interactable]: [1416, 2199, 1447, 2230]
- sudoku-cell[interactable]: 5: [1198, 2199, 1229, 2230]
- contact-email-advt[interactable]: E-mail:advt@dharitri.com: [1252, 1622, 1418, 1636]
- sudoku-cell[interactable]: [1291, 1981, 1322, 2012]
- sudoku-credit: © Puzzles by Pappocom: [1184, 1955, 1293, 1965]
- spandana-body: ସ୍ୱ ଧାତୁରୁ ଅଚ୍ ପ୍ରତ୍ୟୟ ଯୋଗେ ସ୍ୱନ । ଏହାର ପର୍ଯ୍ୟାୟବାଚୀ ଶବ୍ଦଗୁଡ଼ିକ ହେଲା ଶବ୍ଦ, ଧ୍ୱନି, ନାଦ, ରବ, ନିସ୍ୱନ ଓ ନିର୍ଘୋଷ ପ୍ରଭୃତି । ଆମେ ଯାହା କିଛି ଶୁଣୁ ସେସବୁ ସ୍ୱନ । ସ୍ୱନରୁ ହିଁ ସ୍ପନ୍ଦନ । ଏହି ସ୍ପନ୍ଦନ ହିଁ ଜୀବନର ଲକ୍ଷଣ । ହୃଦୟର ସ୍ପନ୍ଦନ ବନ୍ଦ ହେଲେ ଜୀବନ ଶେଷ ହୋଇଯାଏ । ସଂସାରରେ ପ୍ରତ୍ୟେକ ବସ୍ତୁର ନିଜସ୍ୱ ସ୍ପନ୍ଦନ ରହିଛି । ଋଷିମାନେ ଏହି ସ୍ପନ୍ଦନକୁ ନାଦବ୍ରହ୍ମ ବୋଲି କହିଛନ୍ତି । ଓଁକାର ହେଉଛି ସର୍ବଶ୍ରେଷ୍ଠ ନାଦ । ସଙ୍ଗୀତ ହେଉଛି ସ୍ୱନର ସୁସଂଯୋଜିତ ରୂପ । ସଙ୍ଗୀତ ମଣିଷ ମନକୁ ଶାନ୍ତି ଦିଏ । ବିଜ୍ଞାନ ମଧ୍ୟ ସ୍ୱୀକାର କରେ ଯେ ସଙ୍ଗୀତ ଦ୍ୱାରା ଅନେକ ରୋଗର ଉପଶମ ହୋଇପାରେ । ଆଧୁନିକ ଯୁଗରେ ଶବ୍ଦ ପ୍ରଦୂଷଣ ଏକ ବଡ଼ ସମସ୍ୟା ହୋଇଛି । ଗାଡ଼ି ମୋଟରର ହର୍ଣ୍ଣ, କଳକାରଖାନାର ଶବ୍ଦ, ଲାଉଡସ୍ପିକରର ଆୱାଜ ମଣିଷର ସ୍ୱାସ୍ଥ୍ୟ ଉପରେ କୁପ୍ରଭାବ ପକାଉଛି । ଅଧିକ ଶବ୍ଦ ଶୁଣିବା ଦ୍ୱାରା ଶ୍ରବଣ ଶକ୍ତି ହ୍ରାସ ପାଏ ଏବଂ ମାନସିକ ଚାପ ବଢ଼େ । ପ୍ରକୃତିର ସ୍ୱନ ଯେପରିକି ପକ୍ଷୀର କାକଳି, ନଦୀର କୁଳୁକୁଳୁ ନାଦ, ପବନର ସନସନ ଶବ୍ଦ ମନକୁ ଆନନ୍ଦ ଦିଏ । ଆମକୁ ଏହି ପ୍ରାକୃତିକ ସ୍ୱନକୁ ଉପଭୋଗ କରିବାକୁ ଶିଖିବାକୁ ପଡ଼ିବ । ଧ୍ୟାନ ବେଳେ ମଣିଷ ନିଜ ଭିତରର ସ୍ପନ୍ଦନକୁ ଅନୁଭବ କରିପାରେ । ଯୋଗୀମାନେ ଅନାହତ ନାଦ ଶୁଣିବା କଥା କହିଛନ୍ତି । ଏହି ନାଦ ବାହାରର ନୁହେଁ, ଭିତରର । ଏହା ଆତ୍ମାର ସ୍ପନ୍ଦନ । ଜୀବନରେ ସୁଖ ଓ ଶାନ୍ତି ପାଇବାକୁ ହେଲେ ଏହି ସ୍ପନ୍ଦନ ସହ ଏକାତ୍ମ ହେବାକୁ ପଡ଼ିବ । ମୌନତା ମଧ୍ୟ ଏକ ପ୍ରକାର ସ୍ୱନ । ମୌନରେ ମଣିଷ ନିଜକୁ ଚିହ୍ନିପାରେ । ମହାତ୍ମାମାନେ ମୌନବ୍ରତ ପାଳନ କରୁଥିଲେ । କଥା କମ୍ କହିବା ଓ ଅଧିକ ଶୁଣିବା ଏକ ଭଲ ଗୁଣ । ଆଜିର ବ୍ୟସ୍ତ ଜୀବନରେ ଆମେ ଅନ୍ୟର କଥା ଶୁଣିବାକୁ ସମୟ ପାଉନାହୁଁ । ପରିବାର ଭିତରେ ସଂଳାପ କମିଯାଉଛି । ଏହା ସମ୍ପର୍କରେ ଦୂରତା ସୃଷ୍ଟି କରୁଛି । ଆସନ୍ତୁ ଆମେ ପରସ୍ପରର କଥା ଶୁଣିବା, ହୃଦୟର ସ୍ପନ୍ଦନ ବୁଝିବା ଏବଂ ଏକ ସୁନ୍ଦର ସମାଜ ଗଢ଼ିବା ।: [5, 1016, 1145, 1158]
- tongue-lips-illustration: [605, 1680, 895, 2020]
- sudoku-cell[interactable]: [1447, 2230, 1478, 2261]
- quote-line-2: ସେତେ ସେମାନଙ୍କୁ ଅଧିକାର କରିନେଇଥାଏ । ଅଶୁଭମାନେ ଦୀର୍ଘକାଳ ଧନକୁ ସେମାନଙ୍କ କବଳରେ ରଖି: [361, 30, 818, 44]
- contact-line-9: :miku11@yahoo.com (Use only for: [1224, 1639, 1446, 1653]
- jihwa-body-bottom: ରୁଷାରାଜେରେ, ବିଶେଷ କରି ସତ୍ ଚିତ୍ ଆନନ୍ଦ ରୂପୀ ଭଗବାନଙ୍କ ନାମ ଗାନ କରିବାରେ ଜିହ୍ୱାର ସାର୍ଥକତା । ଭକ୍ତମାନେ କହନ୍ତି, ଯେଉଁ ଜିହ୍ୱା ଭଗବାନଙ୍କ ନାମ ନିଏ ନାହିଁ ସେ ଜିହ୍ୱା ବୃଥା । ଜୟଦେବ, ଚୈତନ୍ୟ ଓ ପଞ୍ଚସଖା ନାମ ସଂକୀର୍ତ୍ତନ ମାଧ୍ୟମରେ ଭକ୍ତି ପ୍ରଚାର କରିଥିଲେ । ହରିନାମର ମହିମା ଅପାର । ଏହି ନାମ ଜପ କଲେ ମନ ଶାନ୍ତ ହୁଏ ଏବଂ ହୃଦୟ ପବିତ୍ର ହୁଏ । ସେଥିପାଇଁ ଆମ ପୂର୍ବପୁରୁଷମାନେ ସକାଳୁ ସଞ୍ଜ ଯାଏ ଭଗବାନଙ୍କ ନାମ ନେଉଥିଲେ । ଆଜି ମଧ୍ୟ ଆମ ଗାଁ ଗହଳିରେ ସଞ୍ଜବେଳେ ଭାଗବତ ଟୁଙ୍ଗିରେ ଭାଗବତ ପାଠ ହୁଏ । ଏହି ପରମ୍ପରାକୁ ଆମେ ବଞ୍ଚାଇ ରଖିବା ଦରକାର ।: [350, 2031, 1145, 2101]
- sudoku-cell[interactable]: 9: [1322, 2012, 1353, 2043]
- sudoku-cell[interactable]: [1260, 2168, 1291, 2199]
- column-author: ମାନେକା ଗାନ୍ଧୀ: [696, 585, 906, 625]
- pachisha-date: ୭ ଫେବୃଆରୀ: [1408, 1714, 1484, 1732]
- pathaka-header: [1175, 5, 1495, 61]
- sudoku-cell[interactable]: [1354, 2012, 1385, 2043]
